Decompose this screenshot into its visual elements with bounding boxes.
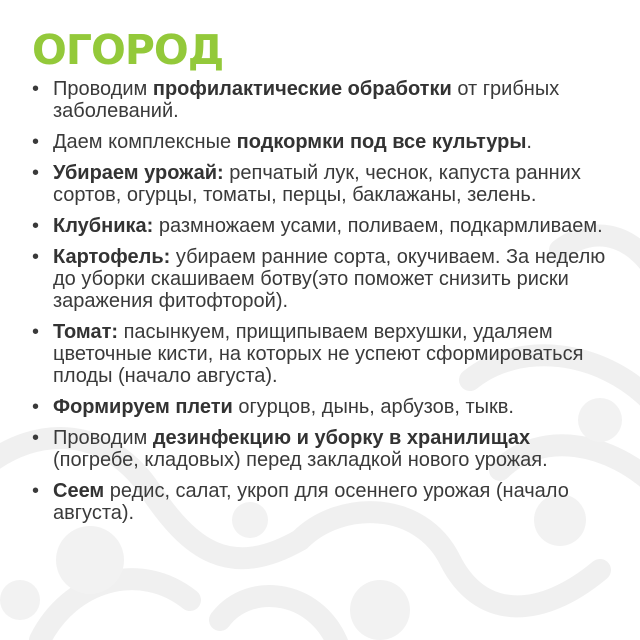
list-item [30, 131, 610, 153]
bullet-icon: • [32, 78, 40, 100]
list-item-bold-text: Формируем плети [53, 396, 233, 418]
list-item-bold-text: подкормки под все культуры [236, 131, 527, 153]
list-item-text: размножаем усами, поливаем, подкармливаем. [153, 215, 603, 237]
list-item-text: (погребе, кладовых) перед закладкой нового урожая. [53, 449, 548, 471]
list-item-bold-text: Томат: [53, 321, 119, 343]
list-item [30, 162, 610, 206]
list-item-text: огурцов, дынь, арбузов, тыкв. [232, 396, 514, 418]
bullet-icon: • [32, 321, 40, 343]
list-item-bold-text: Убираем урожай: [53, 162, 224, 184]
bullet-icon: • [32, 162, 40, 184]
list-item [30, 396, 610, 418]
list-item [30, 215, 610, 237]
list-item-text: редис, салат, укроп для осеннего урожая (начало августа). [53, 480, 569, 524]
list-item-text: Проводим [53, 427, 153, 449]
list-item-bold-text: дезинфекцию и уборку в хранилищах [152, 427, 531, 449]
list-item [30, 427, 610, 471]
bullet-icon: • [32, 246, 40, 268]
bullet-icon: • [32, 131, 40, 153]
page-title: ОГОРОД [32, 26, 224, 74]
list-item-bold-text: профилактические обработки [152, 78, 452, 100]
list-item-bold-text: Клубника: [53, 215, 154, 237]
list-item-text: репчатый лук, чеснок, капуста ранних сортов, огурцы, томаты, перцы, баклажаны, зелень. [53, 162, 581, 206]
list-item-text: убираем ранние сорта, окучиваем. За неделю до уборки скашиваем ботву(это поможет снизить риски заражения фитофторой). [53, 246, 606, 312]
list-item-text: Проводим [53, 78, 153, 100]
list-item-bold-text: Картофель: [53, 246, 171, 268]
task-list [30, 78, 610, 524]
list-item-text: пасынкуем, прищипываем верхушки, удаляем цветочные кисти, на которых не успеют сформироваться плоды (начало августа). [53, 321, 584, 387]
list-item [30, 78, 610, 122]
list-item [30, 246, 610, 312]
list-item [30, 480, 610, 524]
list-item-text: Даем комплексные [53, 131, 237, 153]
list-item-bold-text: Сеем [53, 480, 105, 502]
bullet-icon: • [32, 215, 40, 237]
list-item-text: от грибных заболеваний. [53, 78, 560, 122]
bullet-icon: • [32, 427, 40, 449]
bullet-icon: • [32, 396, 40, 418]
list-item-text: . [526, 131, 532, 153]
list-item [30, 321, 610, 387]
bullet-icon: • [32, 480, 40, 502]
